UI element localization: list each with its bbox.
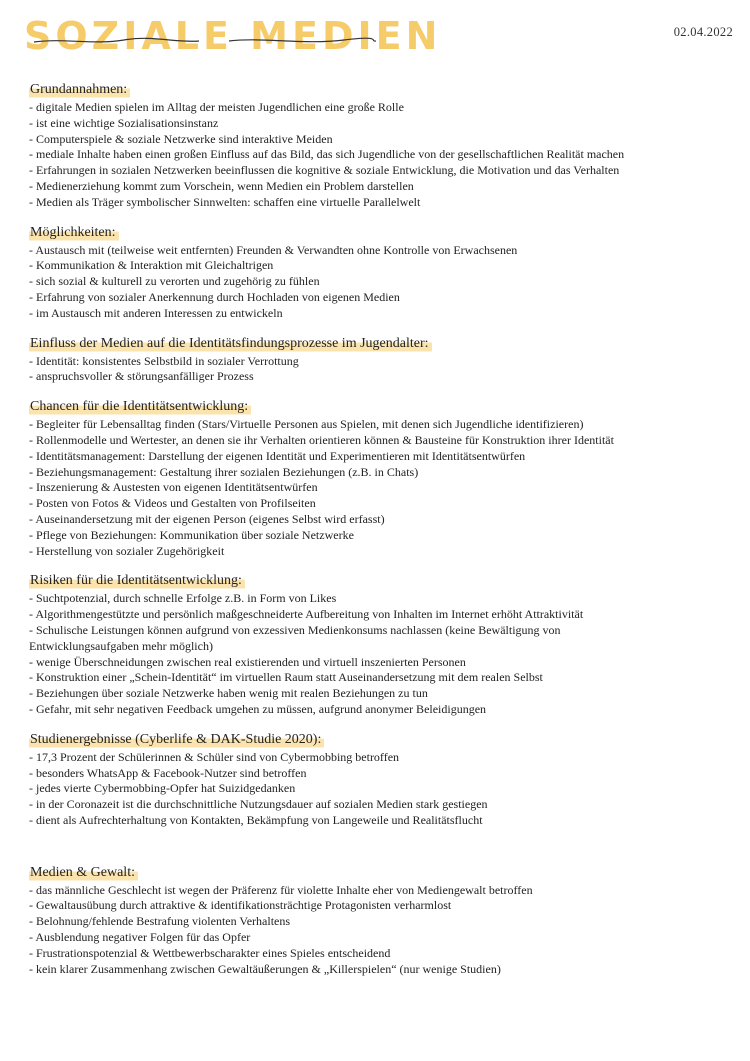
list-item: - Austausch mit (teilweise weit entfernten) Freunden & Verwandten ohne Kontrolle von Erwachsenen — [29, 242, 518, 257]
bullet-list — [29, 750, 719, 829]
list-item: - im Austausch mit anderen Interessen zu entwickeln — [29, 305, 283, 320]
section-grundannahmen — [29, 80, 719, 211]
bullet-list — [29, 417, 719, 559]
list-item: - Konstruktion einer „Schein-Identität“ im virtuellen Raum statt Auseinandersetzung mit dem realen Selbst — [29, 670, 543, 685]
section-chancen — [29, 397, 719, 559]
section-medien-gewalt — [29, 863, 719, 978]
list-item: - Herstellung von sozialer Zugehörigkeit — [29, 543, 225, 558]
page-title: SOZIALE MEDIEN — [24, 14, 442, 58]
list-item: - digitale Medien spielen im Alltag der meisten Jugendlichen eine große Rolle — [29, 100, 404, 114]
bullet-list — [29, 100, 719, 211]
list-item: - Pflege von Beziehungen: Kommunikation über soziale Netzwerke — [29, 527, 354, 542]
section-spacer — [29, 841, 719, 863]
list-item: - Rollenmodelle und Wertester, an denen sie ihr Verhalten orientieren können & Bausteine für Konstruktion ihrer Identität — [29, 432, 614, 447]
section-heading: Studienergebnisse (Cyberlife & DAK-Studie 2020): — [29, 731, 324, 749]
list-item: - Frustrationspotenzial & Wettbewerbscharakter eines Spieles entscheidend — [29, 945, 391, 960]
section-heading: Einfluss der Medien auf die Identitätsfindungsprozesse im Jugendalter: — [29, 335, 432, 353]
section-studienergebnisse — [29, 730, 719, 829]
section-heading: Risiken für die Identitätsentwicklung: — [29, 572, 245, 590]
bullet-list — [29, 243, 719, 322]
list-item: - Identität: konsistentes Selbstbild in sozialer Verrottung — [29, 353, 299, 368]
page-title-block — [24, 12, 442, 60]
bullet-list — [29, 354, 719, 386]
list-item: - Auseinandersetzung mit der eigenen Person (eigenes Selbst wird erfasst) — [29, 511, 385, 526]
notes-content — [29, 80, 719, 989]
list-item: - Erfahrungen in sozialen Netzwerken beeinflussen die kognitive & soziale Entwicklung, die Motivation und das Verhalten — [29, 163, 620, 178]
list-item: - Medienerziehung kommt zum Vorschein, wenn Medien ein Problem darstellen — [29, 178, 414, 193]
list-item: - in der Coronazeit ist die durchschnittliche Nutzungsdauer auf sozialen Medien stark gestiegen — [29, 797, 488, 812]
list-item: - Gefahr, mit sehr negativen Feedback umgehen zu müssen, aufgrund anonymer Beleidigungen — [29, 701, 487, 716]
list-item: - wenige Überschneidungen zwischen real existierenden und virtuell inszenierten Personen — [29, 654, 466, 669]
bullet-list — [29, 591, 719, 717]
list-item: - Schulische Leistungen können aufgrund von exzessiven Medienkonsums nachlassen (keine Bewältigung von Entwicklungsaufgaben mehr möglich) — [29, 622, 561, 653]
section-einfluss-identitaet — [29, 334, 719, 386]
list-item: - besonders WhatsApp & Facebook-Nutzer sind betroffen — [29, 765, 307, 780]
section-heading: Möglichkeiten: — [29, 224, 119, 242]
list-item: - Suchtpotenzial, durch schnelle Erfolge z.B. in Form von Likes — [29, 591, 337, 606]
list-item: - kein klarer Zusammenhang zwischen Gewaltäußerungen & „Killerspielen“ (nur wenige Studien) — [29, 961, 501, 976]
list-item: - dient als Aufrechterhaltung von Kontakten, Bekämpfung von Langeweile und Realitätsflucht — [29, 812, 483, 827]
list-item: - jedes vierte Cybermobbing-Opfer hat Suizidgedanken — [29, 781, 296, 796]
list-item: - Medien als Träger symbolischer Sinnwelten: schaffen eine virtuelle Parallelwelt — [29, 194, 421, 209]
list-item: - Computerspiele & soziale Netzwerke sind interaktive Meiden — [29, 131, 333, 146]
section-moeglichkeiten — [29, 223, 719, 322]
list-item: - sich sozial & kulturell zu verorten und zugehörig zu fühlen — [29, 274, 320, 289]
list-item: - 17,3 Prozent der Schülerinnen & Schüler sind von Cybermobbing betroffen — [29, 749, 400, 764]
list-item: - Belohnung/fehlende Bestrafung violenten Verhaltens — [29, 914, 291, 929]
document-date: 02.04.2022 — [673, 25, 733, 39]
list-item: - ist eine wichtige Sozialisationsinstanz — [29, 115, 219, 130]
list-item: - Beziehungen über soziale Netzwerke haben wenig mit realen Beziehungen zu tun — [29, 686, 428, 701]
list-item: - Posten von Fotos & Videos und Gestalten von Profilseiten — [29, 496, 316, 511]
section-heading: Medien & Gewalt: — [29, 864, 138, 882]
section-heading: Chancen für die Identitätsentwicklung: — [29, 398, 251, 416]
section-risiken — [29, 571, 719, 717]
list-item: - mediale Inhalte haben einen großen Einfluss auf das Bild, das sich Jugendliche von der gesellschaftlichen Realität machen — [29, 147, 625, 162]
list-item: - das männliche Geschlecht ist wegen der Präferenz für violette Inhalte eher von Mediengewalt betroffen — [29, 882, 533, 897]
list-item: - Algorithmengestützte und persönlich maßgeschneiderte Aufbereitung von Inhalten im Internet erhöht Attraktivität — [29, 607, 584, 622]
list-item: - Begleiter für Lebensalltag finden (Stars/Virtuelle Personen aus Spielen, mit denen sich Jugendliche identifizieren) — [29, 417, 584, 432]
list-item: - Ausblendung negativer Folgen für das Opfer — [29, 930, 251, 945]
list-item: - Gewaltausübung durch attraktive & identifikationsträchtige Protagonisten verharmlost — [29, 898, 452, 913]
list-item: - Kommunikation & Interaktion mit Gleichaltrigen — [29, 258, 274, 273]
bullet-list — [29, 883, 719, 978]
title-strike-decoration — [24, 12, 442, 60]
list-item: - Identitätsmanagement: Darstellung der eigenen Identität und Experimentieren mit Identitätsentwürfen — [29, 448, 526, 463]
list-item: - Beziehungsmanagement: Gestaltung ihrer sozialen Beziehungen (z.B. in Chats) — [29, 464, 419, 479]
list-item: - anspruchsvoller & störungsanfälliger Prozess — [29, 369, 254, 384]
list-item: - Inszenierung & Austesten von eigenen Identitätsentwürfen — [29, 480, 318, 495]
list-item: - Erfahrung von sozialer Anerkennung durch Hochladen von eigenen Medien — [29, 289, 400, 304]
section-heading: Grundannahmen: — [29, 81, 130, 99]
